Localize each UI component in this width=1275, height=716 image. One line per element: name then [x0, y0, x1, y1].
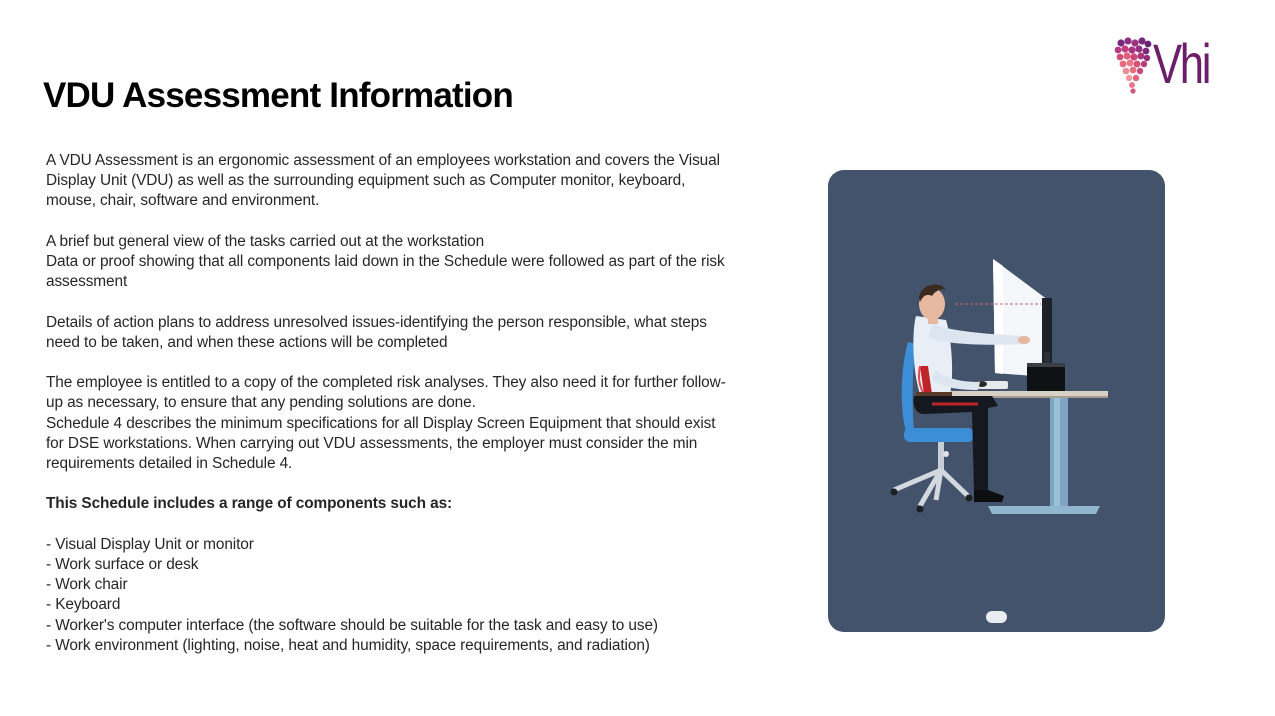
vhi-logo [1113, 34, 1223, 100]
components-heading: This Schedule includes a range of components such as: [46, 495, 453, 513]
logo-text: Vhi [1153, 32, 1210, 95]
component-item: - Work environment (lighting, noise, heat and humidity, space requirements, and radiation) [46, 636, 650, 654]
component-item: - Work surface or desk [46, 555, 199, 573]
component-item: - Work chair [46, 576, 128, 594]
tablet-frame [828, 170, 1165, 632]
component-item: - Visual Display Unit or monitor [46, 535, 254, 553]
tasks-line-2: Data or proof showing that all components laid down in the Schedule were followed as part of the risk assessment [46, 253, 725, 291]
component-item: - Keyboard [46, 596, 121, 614]
component-item: - Worker's computer interface (the software should be suitable for the task and easy to use) [46, 616, 658, 634]
action-plans-paragraph: Details of action plans to address unresolved issues-identifying the person responsible, what steps need to be taken, and when these actions will be completed [46, 313, 707, 351]
heart-logo-icon [1113, 34, 1157, 100]
tasks-line-1: A brief but general view of the tasks carried out at the workstation [46, 232, 485, 250]
page-title: VDU Assessment Information [43, 76, 513, 115]
intro-paragraph: A VDU Assessment is an ergonomic assessment of an employees workstation and covers the Visual Display Unit (VDU) as well as the surrounding equipment such as Computer monitor, keyboard, mouse, chair, software and environment. [46, 152, 720, 210]
entitlement-paragraph-2: Schedule 4 describes the minimum specifications for all Display Screen Equipment that should exist for DSE workstations. When carrying out VDU assessments, the employer must consider the min requirements detailed in Schedule 4. [46, 414, 716, 472]
ergonomic-workstation-illustration-icon [828, 170, 1165, 632]
entitlement-paragraph-1: The employee is entitled to a copy of the completed risk analyses. They also need it for further follow-up as necessary, to ensure that any pending solutions are done. [46, 374, 726, 412]
body-text [46, 151, 726, 656]
home-button[interactable] [986, 611, 1007, 623]
